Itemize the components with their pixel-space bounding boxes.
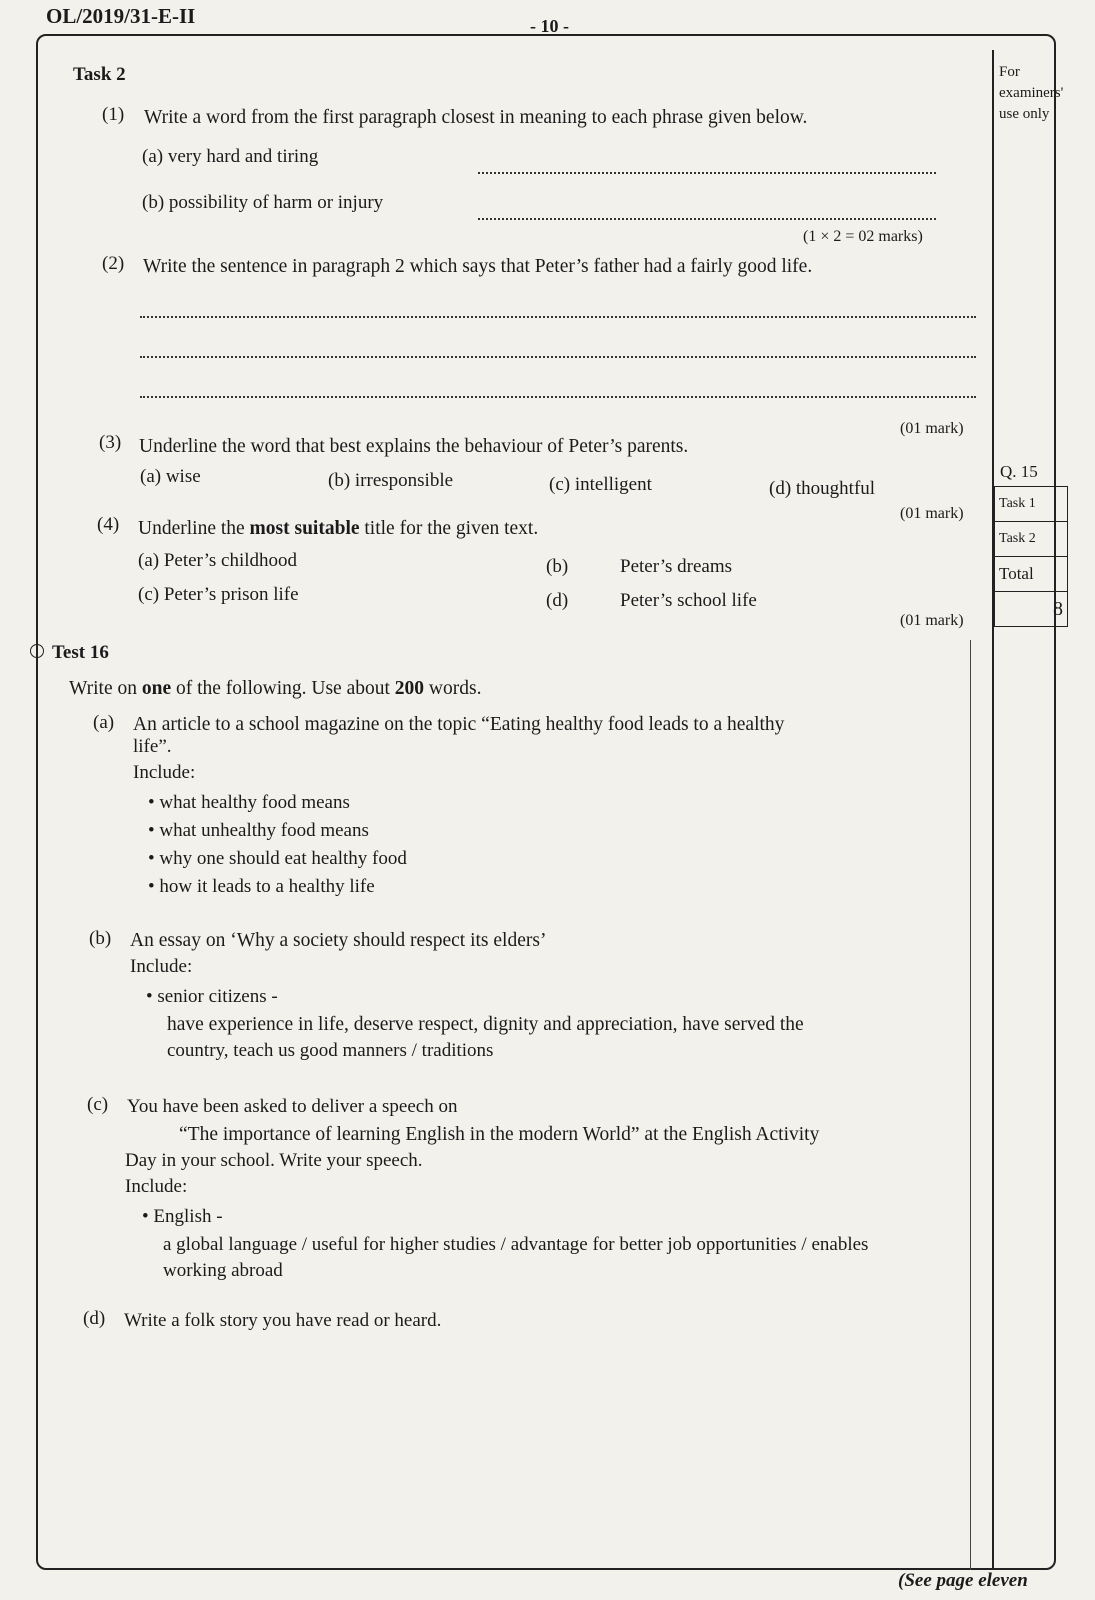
bullet-item: • why one should eat healthy food <box>148 848 407 869</box>
option-c-label: (c) <box>87 1094 109 1115</box>
q4-option-b[interactable]: Peter’s dreams <box>620 556 733 577</box>
answer-line-q2-1[interactable] <box>140 302 976 318</box>
q4-num: (4) <box>97 514 120 535</box>
option-b-line1: An essay on ‘Why a society should respect its elders’ <box>130 930 547 951</box>
bullet-text: what unhealthy food means <box>159 820 369 841</box>
footer-note: (See page eleven <box>898 1570 1028 1591</box>
option-b-include: Include: <box>130 956 193 977</box>
option-c-line2: “The importance of learning English in the modern World” at the English Activity <box>179 1124 820 1145</box>
option-c-line1: You have been asked to deliver a speech on <box>127 1096 458 1117</box>
bullet-text: how it leads to a healthy life <box>159 876 375 897</box>
q3-option-b[interactable]: (b) irresponsible <box>328 470 454 491</box>
option-c-include: Include: <box>125 1176 188 1197</box>
bullet-item: • how it leads to a healthy life <box>148 876 375 897</box>
q2-num: (2) <box>102 253 125 274</box>
total-value-cell <box>995 592 1068 627</box>
q2-text: Write the sentence in paragraph 2 which says that Peter’s father had a fairly good life. <box>143 256 813 277</box>
option-b-detail1: have experience in life, deserve respect, dignity and appreciation, have served the <box>167 1014 804 1035</box>
bullet-item: • what unhealthy food means <box>148 820 369 841</box>
option-b-label: (b) <box>89 928 112 949</box>
option-c-detail2: working abroad <box>163 1260 283 1281</box>
test16-intro <box>69 678 481 700</box>
q2-marks: (01 mark) <box>900 420 964 437</box>
total-cell <box>995 557 1068 592</box>
intro-part1: Write on <box>69 678 137 699</box>
q4-text <box>138 518 538 540</box>
bullet-item: • senior citizens - <box>146 986 278 1007</box>
intro-bold-200: 200 <box>394 678 425 699</box>
q1-marks: (1 × 2 = 02 marks) <box>803 228 923 245</box>
bullet-text: why one should eat healthy food <box>159 848 407 869</box>
q4-text-bold: most suitable <box>249 518 360 539</box>
test16-heading <box>30 642 109 664</box>
q3-option-d[interactable]: (d) thoughtful <box>769 478 876 499</box>
task1-cell: Task 1 <box>995 487 1068 522</box>
q4-text-after: title for the given text. <box>364 518 539 539</box>
q1-text: Write a word from the first paragraph closest in meaning to each phrase given below. <box>144 107 808 128</box>
bullet-text: English - <box>153 1206 223 1227</box>
answer-line-q2-2[interactable] <box>140 342 976 358</box>
q4-option-b-label: (b) <box>546 556 569 577</box>
q4-option-a[interactable]: (a) Peter’s childhood <box>138 550 297 571</box>
task2-title: Task 2 <box>73 64 126 85</box>
option-c-line3: Day in your school. Write your speech. <box>125 1150 423 1171</box>
marks-table <box>994 486 1068 627</box>
bullet-item: • English - <box>142 1206 223 1227</box>
option-a-label: (a) <box>93 712 115 733</box>
q1a-text: (a) very hard and tiring <box>142 146 319 167</box>
test16-title: Test 16 <box>52 642 109 663</box>
paper-code: OL/2019/31-E-II <box>46 4 196 28</box>
answer-line-q1b[interactable] <box>478 204 936 220</box>
task2-cell: Task 2 <box>995 522 1068 557</box>
q4-marks: (01 mark) <box>900 612 964 629</box>
examiners-label: For examiners' use only <box>999 64 1064 122</box>
option-a-line1: An article to a school magazine on the topic “Eating healthy food leads to a healthy <box>133 714 785 735</box>
q3-option-c[interactable]: (c) intelligent <box>549 474 652 495</box>
answer-line-q2-3[interactable] <box>140 382 976 398</box>
total-value: 8 <box>1053 597 1063 620</box>
bullet-text: senior citizens - <box>157 986 278 1007</box>
q4-option-c[interactable]: (c) Peter’s prison life <box>138 584 299 605</box>
option-a-line2: life”. <box>133 736 172 757</box>
q3-marks: (01 mark) <box>900 505 964 522</box>
q3-num: (3) <box>99 432 122 453</box>
option-b-detail2: country, teach us good manners / traditions <box>167 1040 494 1061</box>
q1b-text: (b) possibility of harm or injury <box>142 192 384 213</box>
circle-icon <box>30 644 44 658</box>
q1-num: (1) <box>102 104 125 125</box>
inner-margin-line <box>970 640 971 1570</box>
q4-option-d-label: (d) <box>546 590 569 611</box>
margin-divider <box>992 50 994 1570</box>
intro-part2: of the following. Use about <box>175 678 390 699</box>
q4-text-before: Underline the <box>138 518 245 539</box>
option-d-line1: Write a folk story you have read or heard. <box>124 1310 442 1331</box>
answer-line-q1a[interactable] <box>478 158 936 174</box>
q3-option-a[interactable]: (a) wise <box>140 466 201 487</box>
q4-option-d[interactable]: Peter’s school life <box>620 590 757 611</box>
option-c-detail1: a global language / useful for higher studies / advantage for better job opportunities / enables <box>163 1234 869 1255</box>
bullet-item: • what healthy food means <box>148 792 350 813</box>
q15-label: Q. 15 <box>1000 462 1038 481</box>
intro-part3: words. <box>428 678 482 699</box>
intro-bold-one: one <box>141 678 172 699</box>
option-d-label: (d) <box>83 1308 106 1329</box>
total-label: Total <box>999 564 1034 583</box>
option-a-include: Include: <box>133 762 196 783</box>
page-number: - 10 - <box>530 16 569 36</box>
q3-text: Underline the word that best explains the behaviour of Peter’s parents. <box>139 436 689 457</box>
bullet-text: what healthy food means <box>159 792 350 813</box>
